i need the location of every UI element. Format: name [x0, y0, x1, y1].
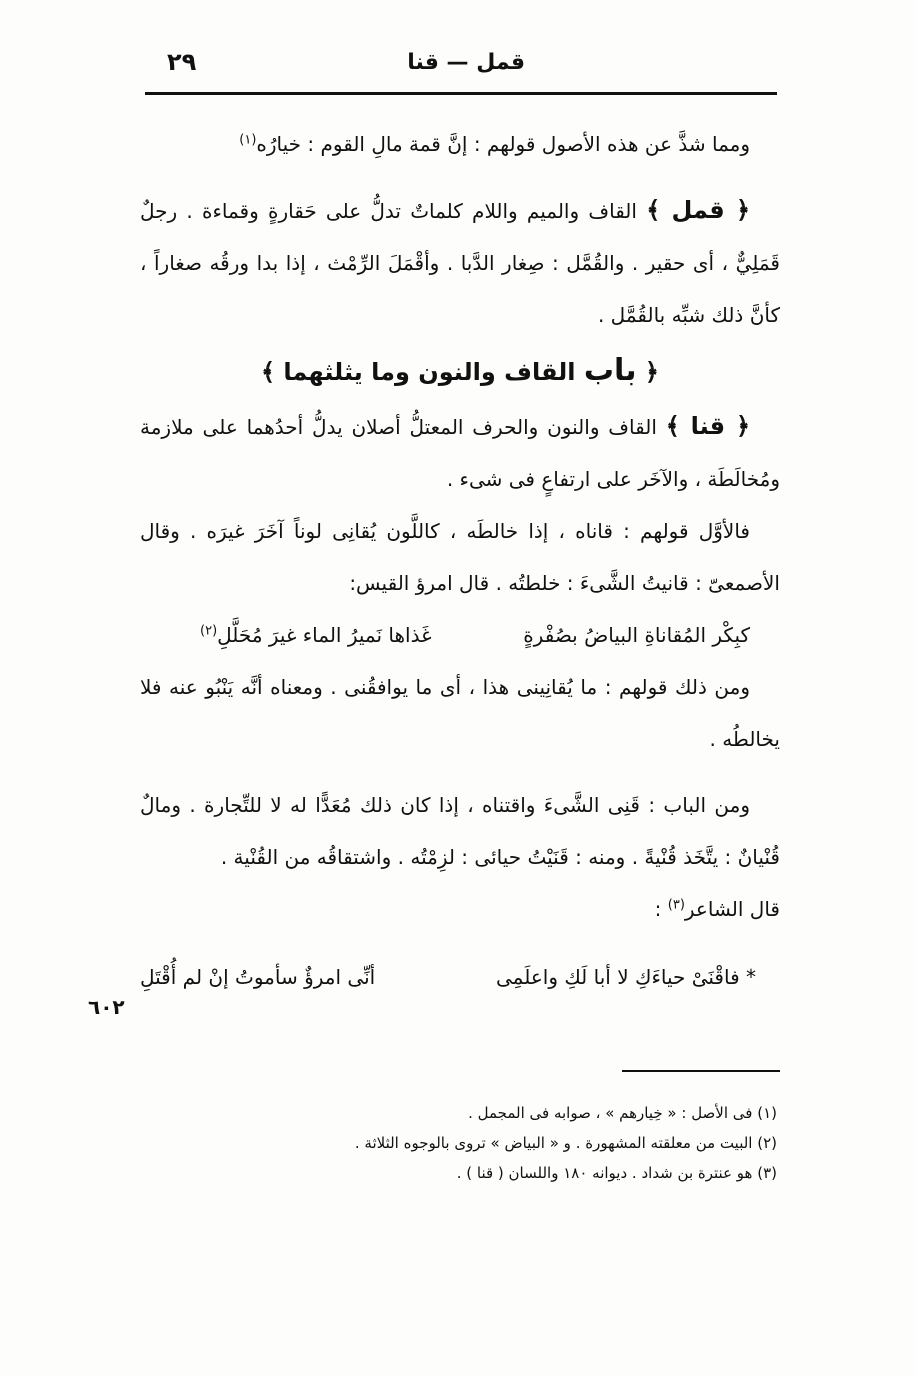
- footnote-marker: (٣): [667, 897, 685, 913]
- paragraph-exception: [140, 118, 780, 170]
- paragraph-text: ومن الباب : قَنِى الشَّىءَ واقتناه ، إذا كان ذلك مُعَدًّا له لا للتِّجارة . ومالٌ قُنْيانٌ : يتَّخَذ قُنْيةً . ومنه : قَنَيْتُ حيائى : لزِمْتُه . واشتقاقُه من القُنْية .: [140, 793, 780, 869]
- running-head: قمل — قنا: [407, 50, 525, 75]
- chapter-bracket-close: ﴾: [261, 358, 276, 386]
- paragraph-text: ومن ذلك قولهم : ما يُقانِينى هذا ، أى ما يوافقُنى . ومعناه أنَّه يَنْبُو عنه فلا يخالطُه .: [140, 675, 780, 751]
- poet-intro-text: قال الشاعر: [684, 897, 780, 921]
- chapter-bracket-open: ﴿: [644, 358, 659, 386]
- paragraph-text: فالأوَّل قولهم : قاناه ، إذا خالطَه ، كاللَّون يُقانِى لوناً آخَرَ غيرَه . وقال الأصمعىّ : قانيتُ الشَّىءَ : خلطتُه . قال امرؤ القيس:: [140, 519, 780, 595]
- paragraph-second-sense: [140, 779, 780, 883]
- entry-text: القاف والميم واللام كلماتٌ تدلُّ على حَقارةٍ وقماءة . رجلٌ قَمَلِيٌّ ، أى حقير . والقُمَّل : صِغار الدَّبا . وأقْمَلَ الرِّمْث ، إذا بدا ورقُه صغاراً ، كأنَّ ذلك شبِّه بالقُمَّل .: [140, 199, 780, 327]
- page-header: [145, 50, 775, 94]
- footnote-2: (٢) البيت من معلقته المشهورة . و « البياض » تروى بالوجوه الثلاثة .: [354, 1134, 777, 1152]
- footnote-marker: (١): [239, 132, 257, 148]
- entry-text: القاف والنون والحرف المعتلُّ أصلان يدلُّ أحدُهما على ملازمة ومُخالَطَة ، والآخَر على ارتفاعٍ فى شىء .: [140, 415, 780, 491]
- verse-second-hemistich: أنِّى امرؤٌ سأموتُ إنْ لم أُقْتَلِ: [140, 965, 376, 989]
- verse-first-hemistich: * فاقْنَىْ حياءَكِ لا أبا لَكِ واعلَمِى: [495, 965, 756, 989]
- chapter-title-text: القاف والنون وما يثلثهما: [283, 358, 576, 386]
- entry-qana: [140, 400, 780, 505]
- chapter-title: [140, 345, 780, 398]
- page-number: ٢٩: [167, 48, 197, 76]
- footnote-rule: [622, 1070, 780, 1072]
- footnote-3: (٣) هو عنترة بن شداد . ديوانه ١٨٠ واللسان ( قنا ) .: [456, 1164, 777, 1182]
- entry-qaml: [140, 184, 780, 341]
- entry-headword: ﴿ قنا ﴾: [665, 412, 751, 440]
- paragraph-text: ومما شذَّ عن هذه الأصول قولهم : إنَّ قمة مالِ القوم : خيارُه: [256, 132, 750, 156]
- paragraph-first-sense: [140, 505, 780, 609]
- margin-number: ٦٠٢: [88, 995, 125, 1019]
- verse-second-hemistich-text: غَذاها نَميرُ الماء غيرَ مُحَلَّلِ: [217, 623, 432, 647]
- verse-imru-al-qays: [140, 609, 780, 661]
- footnotes: [145, 1098, 777, 1188]
- main-text: [140, 118, 780, 1003]
- header-rule: [145, 92, 777, 95]
- verse-first-hemistich: كبِكْر المُقاناةِ البياضُ بصُفْرةٍ: [523, 623, 750, 647]
- verse-second-hemistich: [200, 609, 432, 661]
- poet-intro-colon: :: [654, 897, 668, 921]
- footnote-marker: (٢): [200, 623, 218, 639]
- footnote-1: (١) فى الأصل : « خِيارهم » ، صوابه فى المجمل .: [468, 1104, 777, 1122]
- entry-headword: ﴿ قمل ﴾: [646, 196, 751, 224]
- chapter-title-bab: باب: [583, 353, 637, 388]
- verse-antara: [140, 951, 780, 1003]
- poet-intro: [140, 883, 780, 935]
- paragraph-min-dhalik: [140, 661, 780, 765]
